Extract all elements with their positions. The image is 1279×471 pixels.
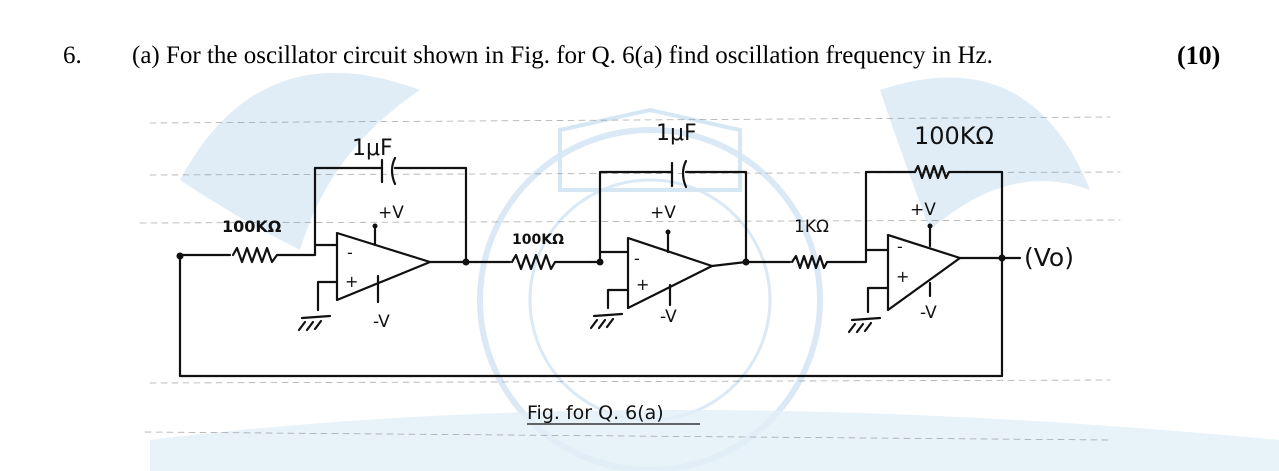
question-text: (a) For the oscillator circuit shown in Fig. for Q. 6(a) find oscillation frequency in Hz. — [132, 42, 993, 69]
feedback-wire — [180, 255, 1002, 376]
opamp-2-plus: + — [636, 275, 650, 294]
ground-2 — [591, 314, 622, 328]
resistor-3-label: 1KΩ — [794, 217, 829, 237]
ground-3 — [849, 318, 880, 332]
figure-caption: Fig. for Q. 6(a) — [527, 402, 664, 424]
question-marks: (10) — [1177, 41, 1221, 70]
opamp-3-plus: + — [896, 267, 910, 286]
opamp-1-supply-pos: +V — [378, 203, 404, 223]
ground-1 — [299, 316, 330, 330]
opamp-3-supply-pos: +V — [910, 200, 936, 220]
capacitor-2-plates — [672, 161, 686, 187]
opamp-3-supply-neg: -V — [920, 303, 937, 323]
capacitor-2-label: 1μF — [656, 121, 697, 146]
opamp-2-supply-neg: -V — [660, 307, 677, 327]
question-number: 6. — [63, 42, 82, 69]
resistor-2-zigzag — [512, 255, 590, 269]
opamp-1-plus: + — [345, 272, 359, 291]
resistor-2-label: 100KΩ — [512, 232, 564, 248]
resistor-1-label: 100KΩ — [222, 217, 282, 236]
opamp-3-minus: - — [897, 237, 903, 256]
resistor-3-zigzag — [792, 256, 848, 268]
resistor-1-zigzag — [233, 248, 303, 262]
opamp-2-supply-pos: +V — [650, 203, 676, 223]
opamp-1-minus: - — [347, 243, 353, 262]
resistor-fb-label: 100KΩ — [914, 122, 994, 150]
junction-dots — [177, 224, 1006, 266]
resistor-fb-zigzag — [915, 166, 967, 178]
capacitor-1-plates — [382, 158, 395, 184]
opamp-2-minus: - — [634, 249, 640, 268]
output-label: (Vo) — [1024, 243, 1074, 272]
capacitor-1-label: 1μF — [352, 136, 393, 161]
opamp-1-supply-neg: -V — [373, 312, 390, 332]
